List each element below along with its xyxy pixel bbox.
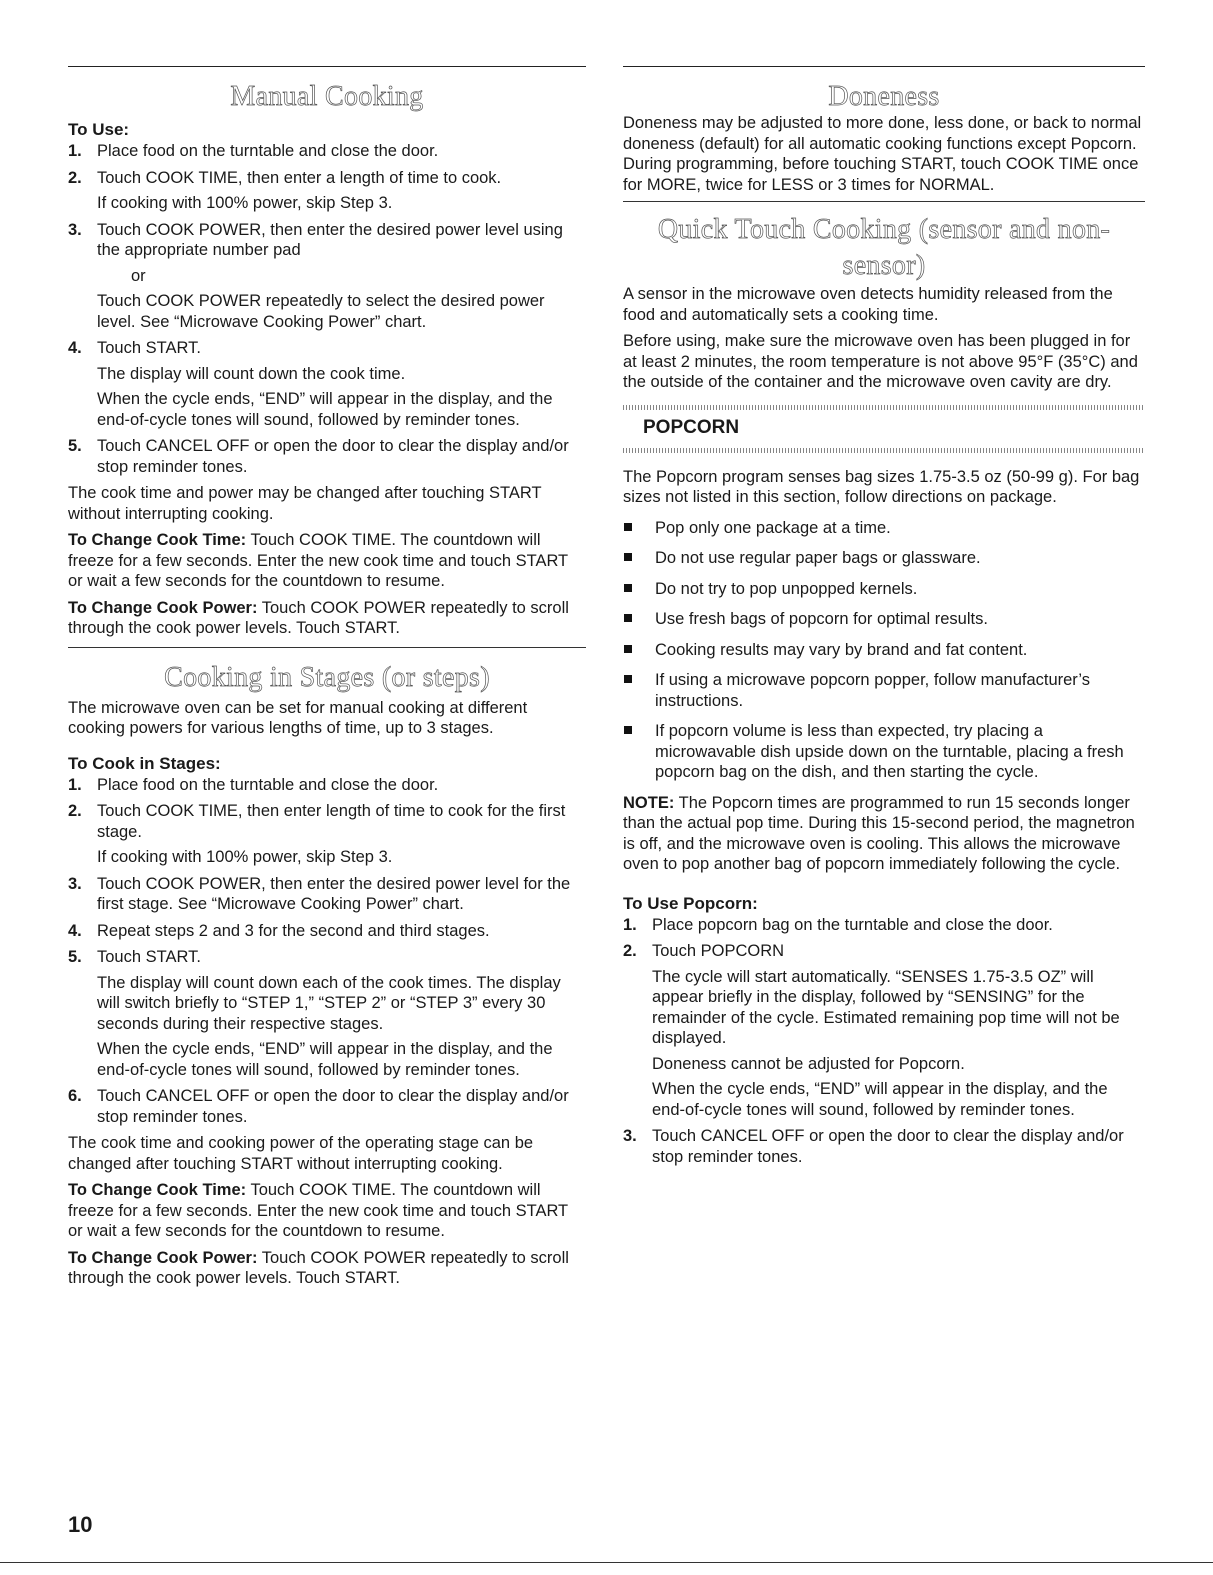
popcorn-note: NOTE: The Popcorn times are programmed to run 15 seconds longer than the actual pop time. During this 15-second period, the magnetron is off, and the microwave oven is cooling. This allows the microwave oven to pop another bag of popcorn immediately following the cycle. [623,793,1135,873]
manual-change-cook-time: To Change Cook Time: Touch COOK TIME. The countdown will freeze for a few seconds. Enter the new cook time and touch START or wait a few seconds for the countdown to resume. [68,531,568,590]
list-item: If popcorn volume is less than expected, try placing a microwavable dish upside down on the turntable, placing a fresh popcorn bag on the dish, and then starting the cycle. [623,721,1145,783]
manual-change-note: The cook time and power may be changed after touching START without interrupting cooking. [68,484,542,523]
bullet-square-icon [624,553,632,561]
doneness-text: Doneness may be adjusted to more done, less done, or back to normal doneness (default) for all automatic cooking functions except Popcorn. During programming, before touching START, touch COOK TIME once for MORE, twice for LESS or 3 times for NORMAL. [623,114,1142,194]
quick-touch-p1: A sensor in the microwave oven detects humidity released from the food and automatically sets a cooking time. [623,285,1113,324]
list-item: 1. Place food on the turntable and close the door. [68,142,439,160]
manual-steps [68,141,586,477]
quick-touch-p2: Before using, make sure the microwave oven has been plugged in for at least 2 minutes, the room temperature is not above 95°F (35°C) and the outside of the container and the microwave oven cavity are dry. [623,332,1138,391]
list-item: Do not use regular paper bags or glassware. [623,548,1145,569]
stages-change-cook-power: To Change Cook Power: Touch COOK POWER repeatedly to scroll through the cook power levels. Touch START. [68,1248,569,1287]
dotted-rule [623,405,1145,410]
manual-change-cook-power: To Change Cook Power: Touch COOK POWER repeatedly to scroll through the cook power levels. Touch START. [68,598,569,637]
list-item: Use fresh bags of popcorn for optimal results. [623,609,1145,630]
right-column [623,66,1145,1173]
manual-cooking-title: Manual Cooking [230,81,424,112]
list-item: 5. Touch CANCEL OFF or open the door to clear the display and/or stop reminder tones. [68,437,569,476]
cooking-in-stages-title: Cooking in Stages (or steps) [164,661,490,693]
left-column [68,66,586,1295]
bullet-square-icon [624,523,632,531]
stages-change-cook-time: To Change Cook Time: Touch COOK TIME. The countdown will freeze for a few seconds. Enter the new cook time and touch START or wait a few seconds for the countdown to resume. [68,1181,568,1240]
bullet-square-icon [624,614,632,622]
stages-intro: The microwave oven can be set for manual cooking at different cooking powers for various lengths of time, up to 3 stages. [68,698,528,737]
list-item: 3. Touch COOK POWER, then enter the desired power level for the first stage. See “Microwave Cooking Power” chart. [68,874,571,913]
popcorn-heading: POPCORN [643,416,740,438]
popcorn-intro: The Popcorn program senses bag sizes 1.75-3.5 oz (50-99 g). For bag sizes not listed in this section, follow directions on package. [623,467,1140,506]
list-item: 3. Touch COOK POWER, then enter the desired power level using the appropriate number pad or Touch COOK POWER repeatedly to select the desired power level. See “Microwave Cooking Power” chart. [68,220,563,331]
list-item: 4. Repeat steps 2 and 3 for the second and third stages. [68,921,490,940]
list-item: Pop only one package at a time. [623,518,1145,539]
doneness-title: Doneness [828,81,940,112]
list-item: 4. Touch START. The display will count down the cook time. When the cycle ends, “END” will appear in the display, and the end-of-cycle tones will sound, followed by reminder tones. [68,339,553,429]
section-rule [623,201,1145,202]
list-item: If using a microwave popcorn popper, follow manufacturer’s instructions. [623,670,1145,711]
list-item: Do not try to pop unpopped kernels. [623,579,1145,600]
quick-touch-title: Quick Touch Cooking (sensor and non-sensor) [657,214,1111,281]
list-item: 2. Touch POPCORN The cycle will start automatically. “SENSES 1.75-3.5 OZ” will appear briefly in the display, followed by “SENSING” for the remainder of the cycle. Estimated remaining pop time will not be displayed. Doneness cannot be adjusted for Popcorn. When the cycle ends, “END” will appear in the display, and the end-of-cycle tones will sound, followed by reminder tones. [623,942,1120,1119]
bullet-square-icon [624,584,632,592]
list-item: 6. Touch CANCEL OFF or open the door to clear the display and/or stop reminder tones. [68,1087,569,1126]
list-item: 2. Touch COOK TIME, then enter a length of time to cook. If cooking with 100% power, skip Step 3. [68,168,502,212]
list-item: 5. Touch START. The display will count down each of the cook times. The display will switch briefly to “STEP 1,” “STEP 2” or “STEP 3” every 30 seconds during their respective stages. When the cycle ends, “END” will appear in the display, and the end-of-cycle tones will sound, followed by reminder tones. [68,948,561,1079]
list-item: 1. Place popcorn bag on the turntable and close the door. [623,915,1053,934]
list-item: Cooking results may vary by brand and fat content. [623,640,1145,661]
bullet-square-icon [624,726,632,734]
stages-change-note: The cook time and cooking power of the operating stage can be changed after touching START without interrupting cooking. [68,1134,534,1173]
list-item: 3. Touch CANCEL OFF or open the door to clear the display and/or stop reminder tones. [623,1127,1124,1166]
page-bottom-rule [0,1562,1213,1563]
bullet-square-icon [624,675,632,683]
popcorn-steps [623,915,1145,1168]
section-rule [68,647,586,648]
bullet-square-icon [624,645,632,653]
dotted-rule [623,448,1145,453]
to-use-popcorn-heading: To Use Popcorn: [623,893,758,913]
section-rule [623,66,1145,67]
stages-steps [68,775,586,1128]
to-cook-in-stages-heading: To Cook in Stages: [68,753,221,773]
page-number: 10 [68,1512,93,1537]
list-item: 2. Touch COOK TIME, then enter length of time to cook for the first stage. If cooking with 100% power, skip Step 3. [68,802,566,866]
list-item: 1. Place food on the turntable and close the door. [68,775,439,794]
to-use-heading: To Use: [68,120,130,139]
popcorn-bullets [623,518,1145,783]
section-rule [68,66,586,67]
